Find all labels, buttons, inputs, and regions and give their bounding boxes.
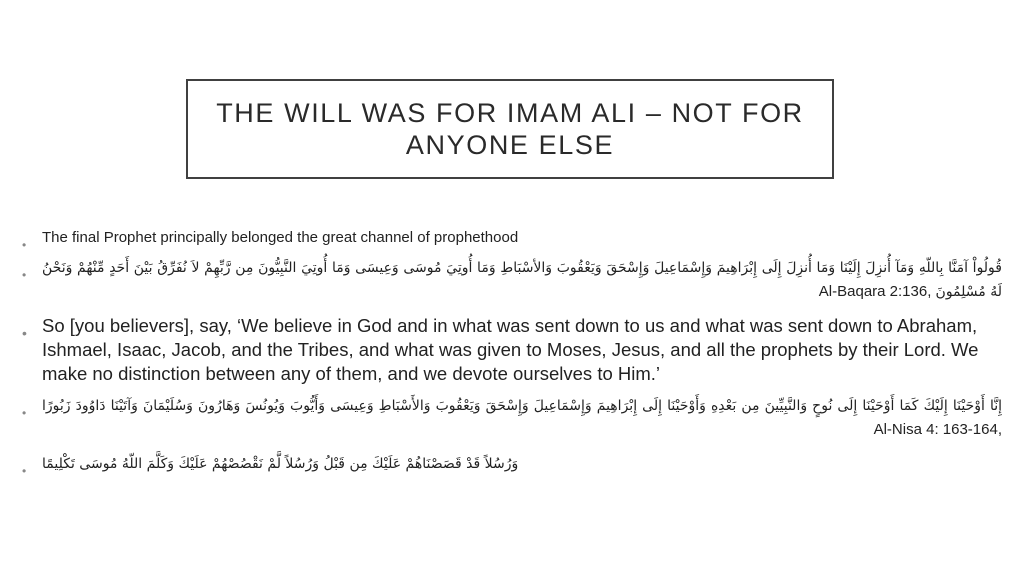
bullet-text: The final Prophet principally belonged the great channel of prophethood bbox=[42, 229, 519, 246]
bullet-item-1 bbox=[22, 226, 1002, 250]
arabic-verse: قُولُواْ آمَنَّا بِاللّهِ وَمَآ أُنزِلَ إِلَيْنَا وَمَا أُنزِلَ إِلَى إِبْرَاهِيمَ وَإِسْمَاعِيلَ وَإِسْحَقَ وَيَعْقُوبَ وَالأسْبَاطِ وَمَا أُوتِيَ مُوسَى وَعِيسَى وَمَا أُوتِيَ النَّبِيُّونَ مِن رَّبِّهِمْ لاَ نُفَرِّقُ بَيْنَ أَحَدٍ مِّنْهُمْ وَنَحْنُ لَهُ مُسْلِمُونَ bbox=[42, 260, 1002, 300]
bullet-item-2 bbox=[22, 256, 1002, 304]
bullet-marker: • bbox=[22, 325, 27, 341]
bullet-marker: • bbox=[22, 406, 27, 420]
bullet-text: So [you believers], say, ‘We believe in God and in what was sent down to us and what was sent down to Abraham, Ishmael, Isaac, Jacob, and the Tribes, and what was given to Moses, Jesus, and all the prophets by their Lord. We make no distinction between any of them, and we devote ourselves to Him.’ bbox=[42, 315, 979, 384]
bullet-marker: • bbox=[22, 464, 27, 478]
bullet-item-5 bbox=[22, 452, 1002, 476]
bullet-item-4 bbox=[22, 394, 1002, 442]
bullet-marker: • bbox=[22, 238, 27, 252]
bullet-content bbox=[42, 452, 1002, 476]
bullet-list bbox=[22, 226, 1002, 476]
bullet-content bbox=[42, 256, 1002, 304]
bullet-content bbox=[42, 394, 1002, 442]
title-box bbox=[186, 79, 834, 179]
verse-reference: Al-Nisa 4: 163-164, bbox=[873, 421, 1002, 438]
bullet-item-3 bbox=[22, 314, 1002, 386]
verse-reference: Al-Baqara 2:136, bbox=[818, 283, 932, 300]
arabic-verse: إِنَّا أَوْحَيْنَا إِلَيْكَ كَمَا أَوْحَيْنَا إِلَى نُوحٍ وَالنَّبِيِّينَ مِن بَعْدِهِ وَأَوْحَيْنَا إِلَى إِبْرَاهِيمَ وَإِسْمَاعِيلَ وَإِسْحَقَ وَيَعْقُوبَ وَالأَسْبَاطِ وَعِيسَى وَأَيُّوبَ وَيُونُسَ وَهَارُونَ وَسُلَيْمَانَ وَآتَيْنَا دَاوُودَ زَبُورًا bbox=[42, 398, 1002, 414]
bullet-marker: • bbox=[22, 268, 27, 282]
slide-title: THE WILL WAS FOR IMAM ALI – NOT FOR ANYONE ELSE bbox=[216, 98, 804, 160]
arabic-verse: وَرُسُلاً قَدْ قَصَصْنَاهُمْ عَلَيْكَ مِن قَبْلُ وَرُسُلاً لَّمْ نَقْصُصْهُمْ عَلَيْكَ وَكَلَّمَ اللّهُ مُوسَى تَكْلِيمًا bbox=[42, 456, 519, 472]
